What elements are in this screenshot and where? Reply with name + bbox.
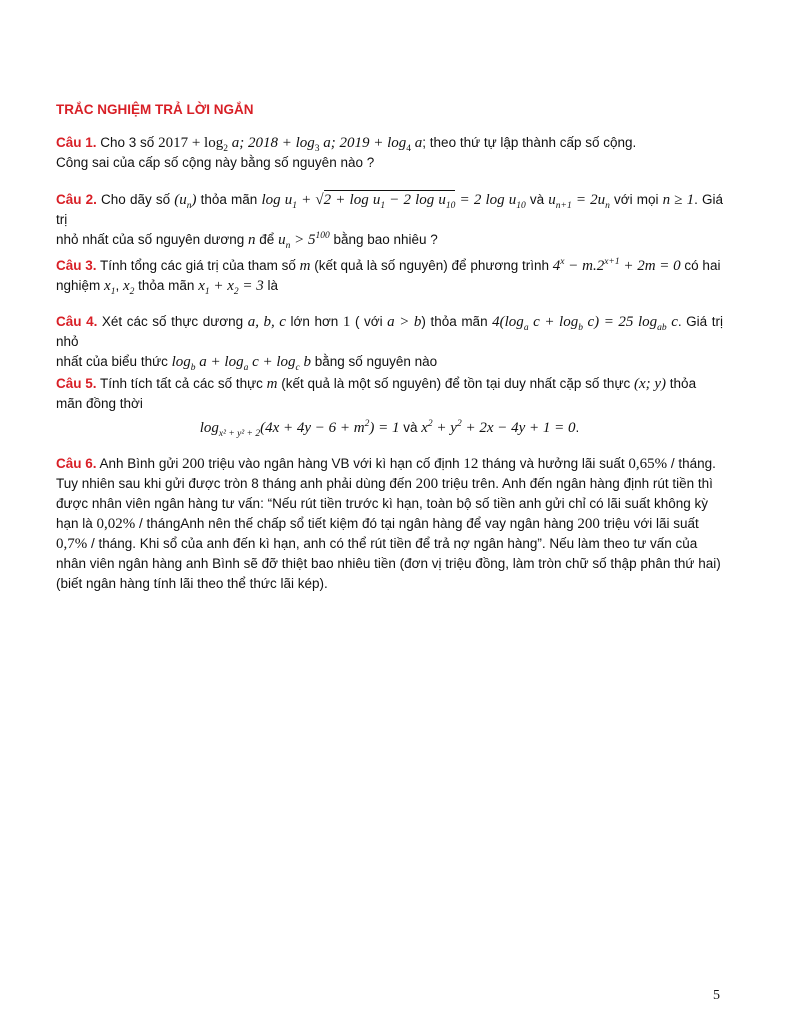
q4-text-2: lớn hơn (285, 314, 343, 329)
question-1-line-2: Công sai của cấp số cộng này bằng số nguyên nào ? (56, 155, 375, 170)
q1-text-2: ; theo thứ tự lập thành cấp số cộng. (422, 135, 637, 150)
q4-ex-b: a + log (195, 354, 244, 370)
question-3 (56, 256, 723, 296)
q3-eq-x1: x+1 (604, 257, 620, 267)
q3-eq-b: − m.2 (564, 258, 605, 274)
q3-text-5: thỏa mãn (134, 278, 199, 293)
q2-text-5: . Giá trị (56, 192, 724, 227)
q2-eq2-s: n+1 (555, 201, 572, 211)
q3-text-4: nghiệm (56, 278, 105, 293)
question-4 (56, 312, 723, 372)
q5-eq2 (421, 420, 575, 436)
q1-e1-sub2: 3 (314, 144, 320, 154)
q6-r1: 0,65% (628, 456, 668, 472)
q4-ex-s: b (190, 363, 196, 373)
q5-dot: . (575, 420, 580, 435)
q5-eq2-c: + 2x − 4y + 1 = 0 (461, 420, 576, 436)
q3-x1 (104, 278, 116, 297)
q4-eq-b: c + log (528, 314, 579, 330)
q3-eq2-b: + x (209, 278, 234, 294)
q4-ex-c: c + log (248, 354, 296, 370)
q2-eq3: n ≥ 1 (662, 192, 695, 208)
q6-v12: 12 (463, 456, 479, 472)
question-6-line-4 (56, 514, 723, 534)
q2-text-4: với mọi (609, 192, 663, 207)
q2-eq1-c: 2 + log u (323, 192, 381, 208)
q1-text: Cho 3 số (96, 135, 159, 150)
question-6-line-5 (56, 534, 723, 554)
q3-eq2-c: = 3 (238, 278, 264, 294)
question-6 (56, 454, 723, 594)
q1-e1b: a; 2018 + log (227, 135, 315, 151)
question-4-line-1 (56, 312, 723, 352)
q1-e1-sub: 2 (223, 144, 228, 154)
q3-eq2-s: 1 (204, 287, 210, 297)
question-2-line-2 (56, 230, 723, 250)
question-6-label: Câu 6. (56, 456, 97, 471)
q3-x1-a: x (104, 278, 111, 294)
q6-text-5: Tuy nhiên sau khi gửi được tròn 8 tháng anh phải dùng đến (56, 476, 416, 491)
q4-text-3: ( với (350, 314, 388, 329)
question-5-label: Câu 5. (56, 376, 97, 391)
q2-eq1-d: − 2 log u (385, 192, 446, 208)
q6-text-3: tháng và hưởng lãi suất (478, 456, 629, 471)
q2-text-3: và (525, 192, 549, 207)
q3-x2-s: 2 (129, 287, 135, 297)
q4-ex-bs: a (243, 363, 249, 373)
q3-eq2-a: x (198, 278, 205, 294)
q4-ex-d: b (299, 354, 312, 370)
q2-eq2-a: u (548, 192, 556, 208)
q5-eq2-sup: 2 (427, 419, 433, 429)
q6-text-8: hạn là (56, 516, 97, 531)
q6-text-2: triệu vào ngân hàng VB với kì hạn cố định (204, 456, 464, 471)
q5-text-3: thỏa (666, 376, 697, 391)
q5-eq1-s: x² + y² + 2 (218, 429, 261, 439)
question-6-line-1 (56, 454, 723, 474)
q2-eq1-cs: 1 (380, 201, 386, 211)
q2-eq4-s: n (285, 241, 291, 251)
q4-agb: a > b (387, 314, 422, 330)
q5-eq1-b: (4x + 4y − 6 + m (260, 420, 365, 436)
question-6-line-2 (56, 474, 723, 494)
q5-eq1 (199, 419, 400, 439)
q2-seq-e: ) (191, 192, 197, 208)
q4-text-7: bằng số nguyên nào (311, 354, 438, 369)
q6-text-4: / tháng. (667, 456, 716, 471)
q3-text-2: (kết quả là số nguyên) để phương trình (310, 258, 553, 273)
q4-eq-c: c) = 25 log (582, 314, 658, 330)
q2-n: n (248, 232, 256, 248)
q4-text-5: . Giá trị nhỏ (56, 314, 723, 349)
q4-text-4: ) thỏa mãn (421, 314, 493, 329)
q3-x2-a: x (122, 278, 130, 294)
question-6-line-6: nhân viên ngân hàng anh Bình sẽ đỡ thiệt bao nhiêu tiền (đơn vị triệu đồng, làm tròn chữ số thập phân thứ hai) (56, 556, 721, 571)
q5-eq1-sup: 2 (364, 419, 370, 429)
q5-eq1-a: log (199, 420, 219, 436)
q5-eq2-sup2: 2 (456, 419, 462, 429)
q1-e1d: a (411, 135, 423, 151)
q2-eq2-b: = 2u (571, 192, 606, 208)
q2-text-2: thỏa mãn (196, 192, 262, 207)
q5-text-2: (kết quả là một số nguyên) để tồn tại duy nhất cặp số thực (277, 376, 634, 391)
q3-text: Tính tổng các giá trị của tham số (96, 258, 300, 273)
question-3-line-2 (56, 276, 723, 296)
q4-one: 1 (342, 314, 351, 330)
q2-text-7: để (255, 232, 279, 247)
q4-eq-a: 4(log (492, 314, 524, 330)
question-6-line-3: được nhân viên ngân hàng tư vấn: “Nếu rút tiền trước kì hạn, toàn bộ số tiền anh gửi chỉ có lãi suất không kỳ (56, 496, 708, 511)
q4-eq-bs: b (578, 323, 583, 333)
q3-text-6: là (263, 278, 279, 293)
q1-e1: 2017 + log (158, 135, 224, 151)
q3-x2 (122, 278, 135, 297)
q2-text: Cho dãy số (96, 192, 175, 207)
q5-text: Tính tích tất cả các số thực (96, 376, 267, 391)
question-2-line-1 (56, 190, 723, 230)
q4-abc: a, b, c (247, 314, 286, 330)
question-4-line-2 (56, 352, 723, 372)
q2-seq (174, 192, 197, 211)
q2-eq1-e: = 2 log u (455, 192, 517, 208)
q6-text-10: triệu với lãi suất (599, 516, 699, 531)
q1-e1-sub3: 4 (406, 144, 412, 154)
q2-eq1-ds: 10 (445, 201, 456, 211)
q3-eq (553, 258, 681, 274)
q2-sqrt (323, 190, 456, 211)
q2-seq-sub: n (186, 201, 192, 211)
q2-eq2 (548, 192, 610, 211)
q5-eq2-b: + y (432, 420, 457, 436)
q6-v200c: 200 (577, 516, 600, 532)
q2-eq1-a: log u (261, 192, 293, 208)
question-1-line-1 (56, 133, 723, 153)
question-5-line-2: mãn đồng thời (56, 396, 143, 411)
q3-eq2 (198, 278, 264, 297)
q5-m: m (266, 376, 278, 392)
q3-comma: , (115, 278, 123, 293)
q4-eq-d: c (666, 314, 678, 330)
q4-ex-cs: c (295, 363, 300, 373)
q4-ex-a: log (171, 354, 191, 370)
q1-e1c: a; 2019 + log (319, 135, 407, 151)
q3-eq-a: 4 (552, 258, 561, 274)
q2-eq4 (278, 231, 330, 251)
q1-expr (158, 135, 423, 154)
q2-eq1-es: 10 (516, 201, 526, 211)
question-1-label: Câu 1. (56, 135, 97, 150)
q3-x1-s: 1 (110, 287, 116, 297)
q5-eq2-a: x (421, 420, 428, 436)
q6-r3: 0,7% (56, 536, 88, 552)
q2-eq1-b: + √ (297, 192, 324, 208)
q2-eq2-bs: n (605, 201, 610, 211)
question-3-line-1 (56, 256, 723, 276)
question-5-line-1 (56, 374, 723, 394)
q6-text-6: triệu trên. Anh đến ngân hàng định rút tiền thì (438, 476, 713, 491)
q3-m: m (299, 258, 311, 274)
q3-eq-x: x (560, 257, 565, 267)
q5-eq1-c: ) = 1 (369, 420, 400, 436)
question-2-label: Câu 2. (56, 192, 97, 207)
q4-eq-cs: ab (657, 323, 667, 333)
q5-text-5: và (399, 420, 422, 435)
question-5-equations (56, 418, 723, 438)
question-5 (56, 374, 723, 438)
q6-v200b: 200 (415, 476, 439, 492)
question-2 (56, 190, 723, 250)
q2-eq4-a: u (278, 232, 286, 248)
q2-eq4-sup: 100 (315, 231, 330, 241)
q4-ex (171, 354, 312, 373)
question-1 (56, 133, 723, 173)
q6-r2: 0,02% (96, 516, 136, 532)
q5-xy: (x; y) (633, 376, 667, 392)
q3-text-3: có hai (680, 258, 721, 273)
q2-eq4-b: > 5 (290, 232, 316, 248)
q2-seq-a: (u (174, 192, 187, 208)
q6-text-11: / tháng. Khi sổ của anh đến kì hạn, anh có thể rút tiền để trả nợ ngân hàng”. Nếu làm theo tư vấn của (87, 536, 698, 551)
q2-eq1 (261, 192, 526, 211)
q6-text-9: / thángAnh nên thế chấp sổ tiết kiệm đó tại ngân hàng để vay ngân hàng (135, 516, 578, 531)
q3-eq-c: + 2m = 0 (619, 258, 681, 274)
q4-eq (492, 314, 678, 333)
page-number: 5 (713, 988, 720, 1003)
q2-text-6: nhỏ nhất của số nguyên dương (56, 232, 249, 247)
q2-text-8: bằng bao nhiêu ? (329, 232, 438, 247)
q4-text-6: nhất của biểu thức (56, 354, 172, 369)
question-4-label: Câu 4. (56, 314, 98, 329)
q6-text: Anh Bình gửi (96, 456, 183, 471)
q4-text: Xét các số thực dương (97, 314, 248, 329)
q2-eq1-s: 1 (292, 201, 298, 211)
q6-v200: 200 (182, 456, 205, 472)
section-heading: TRẮC NGHIỆM TRẢ LỜI NGẮN (56, 102, 254, 117)
q4-eq-s: a (523, 323, 529, 333)
question-3-label: Câu 3. (56, 258, 97, 273)
question-6-line-7: (biết ngân hàng tính lãi theo thể thức lãi kép). (56, 576, 328, 591)
q3-eq2-bs: 2 (233, 287, 239, 297)
